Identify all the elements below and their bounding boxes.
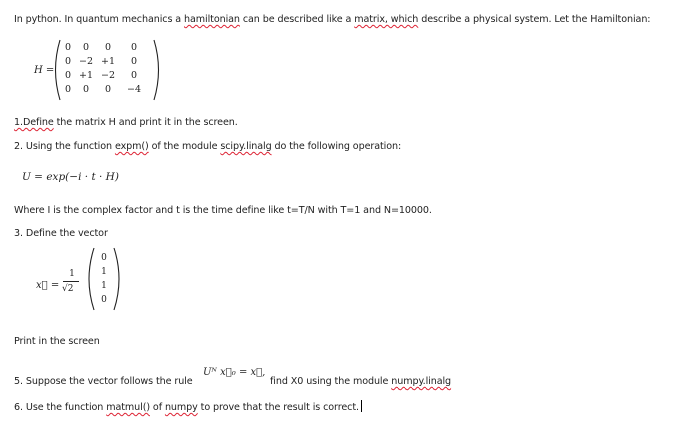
fraction-denominator: √2: [62, 284, 74, 294]
scipy-linalg-link: scipy.linalg: [220, 141, 272, 152]
intro-text: In python. In quantum mechanics a hamiltonian can be described like a matrix, which describe a physical system. Let the Hamiltonian:: [14, 14, 651, 25]
matrix-cell: 0: [130, 70, 138, 81]
matmul-link: matmul(): [106, 402, 150, 413]
operation-formula: U = exp(−i · t · H): [22, 171, 119, 183]
matrix-cell: 0: [82, 84, 90, 95]
fraction-bar: [63, 281, 79, 282]
matrix-cell: +1: [100, 56, 115, 67]
matrix-cell: 0: [82, 42, 90, 53]
matrix-cell: 0: [104, 84, 112, 95]
step5-text: 5. Suppose the vector follows the rule: [14, 376, 193, 387]
matrix-which-link: matrix, which: [354, 14, 419, 25]
matrix-cell: +1: [78, 70, 93, 81]
right-paren: [154, 40, 159, 100]
numpy-linalg-link: numpy.linalg: [391, 376, 452, 387]
step5-rule: Uᴺ x⃗₀ = x⃗,: [203, 367, 266, 378]
matrix-cell: 0: [130, 56, 138, 67]
matrix-cell: 0: [64, 42, 72, 53]
matrix-cell: −4: [126, 84, 141, 95]
matrix-cell: 0: [104, 42, 112, 53]
vector-entry: 1: [101, 281, 107, 291]
step2-text: 2. Using the function expm() of the module scipy.linalg do the following operation:: [14, 141, 402, 152]
vector-entry: 0: [101, 253, 107, 263]
text-cursor[interactable]: [361, 400, 362, 412]
vector-symbol: x⃗ =: [36, 280, 60, 291]
vector-entry: 0: [101, 295, 107, 305]
vector-right-paren: [114, 248, 119, 310]
print-text: Print in the screen: [14, 336, 100, 347]
matrix-cell: 0: [64, 70, 72, 81]
matrix-cell: 0: [130, 42, 138, 53]
hamiltonian-link: hamiltonian: [184, 14, 240, 25]
fraction-numerator: 1: [69, 269, 75, 279]
matrix-cell: 0: [64, 84, 72, 95]
hamiltonian-symbol: H =: [34, 65, 55, 76]
define-link: 1.Define: [14, 117, 54, 128]
matrix-cell: −2: [100, 70, 115, 81]
step5-tail: find X0 using the module numpy.linalg: [270, 376, 452, 387]
expm-link: expm(): [114, 141, 149, 152]
where-text: Where I is the complex factor and t is the time define like t=T/N with T=1 and N=10000.: [14, 205, 432, 216]
matrix-cell: −2: [78, 56, 93, 67]
step6-text: 6. Use the function matmul() of numpy to prove that the result is correct.: [14, 400, 362, 413]
matrix-cell: 0: [64, 56, 72, 67]
step3-text: 3. Define the vector: [14, 228, 108, 239]
numpy-link: numpy: [164, 402, 198, 413]
step1-text: 1.Define the matrix H and print it in the screen.: [14, 117, 238, 128]
vector-entry: 1: [101, 267, 107, 277]
